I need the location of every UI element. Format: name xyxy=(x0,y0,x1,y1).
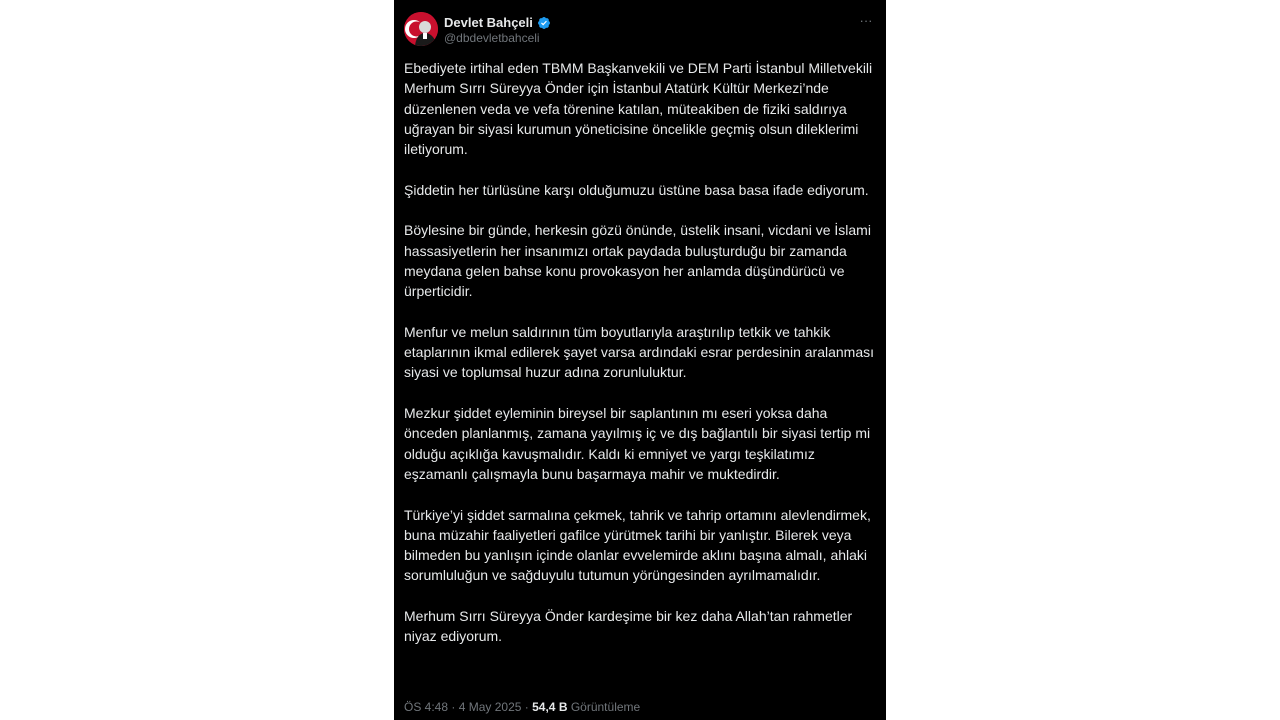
views-count: 54,4 B xyxy=(532,700,568,714)
views-label: Görüntüleme xyxy=(570,700,641,714)
tweet-date[interactable]: 4 May 2025 xyxy=(458,700,522,714)
tweet-meta xyxy=(404,699,640,715)
tweet-paragraph: Böylesine bir günde, herkesin gözü önünde, üstelik insani, vicdani ve İslami hassasiyetlerin her insanımızı ortak paydada buluşturduğu bir zamanda meydana gelen bahse konu provokasyon her anlamda düşündürücü ve ürperticidir. xyxy=(404,222,871,300)
tweet-paragraph: Ebediyete irtihal eden TBMM Başkanvekili ve DEM Parti İstanbul Milletvekili Merhum Sırrı Süreyya Önder için İstanbul Atatürk Kültür Merkezi’nde düzenlenen veda ve vefa törenine katılan, müteakiben de fiziki saldırıya uğrayan bir siyasi kurumun yöneticisine öncelikle geçmiş olsun dileklerimi iletiyorum. xyxy=(404,60,873,158)
tweet-paragraph: Menfur ve melun saldırının tüm boyutlarıyla araştırılıp tetkik ve tahkik etaplarının ikmal edilerek şayet varsa ardındaki esrar perdesinin aralanması siyasi ve toplumsal huzur adına zorunluluktur. xyxy=(404,323,875,381)
tweet-paragraph: Merhum Sırrı Süreyya Önder kardeşime bir kez daha Allah’tan rahmetler niyaz ediyorum. xyxy=(404,608,853,645)
verified-badge-icon[interactable] xyxy=(537,16,551,30)
meta-separator: · xyxy=(524,700,529,714)
tweet-header xyxy=(404,12,876,48)
user-handle[interactable]: @dbdevletbahceli xyxy=(444,31,540,45)
tweet-paragraph: Şiddetin her türlüsüne karşı olduğumuzu üstüne basa basa ifade ediyorum. xyxy=(404,181,869,198)
avatar-image xyxy=(404,12,438,46)
tweet-paragraph: Mezkur şiddet eyleminin bireysel bir saplantının mı eseri yoksa daha önceden planlanmış, zamana yayılmış iç ve dış bağlantılı bir siyasi tertip mi olduğu açıklığa kavuşmalıdır. Kaldı ki emniyet ve yargı teşkilatımız eşzamanlı çalışmayla bunu başarmaya mahir ve muktedirdir. xyxy=(404,405,871,482)
tweet-time[interactable]: ÖS 4:48 xyxy=(404,700,449,714)
tweet-text xyxy=(404,58,879,667)
tweet-card xyxy=(394,0,886,720)
display-name[interactable]: Devlet Bahçeli xyxy=(444,15,533,30)
meta-separator: · xyxy=(451,700,456,714)
name-row xyxy=(444,14,551,32)
more-options-icon[interactable]: ··· xyxy=(859,13,873,28)
tweet-paragraph: Türkiye’yi şiddet sarmalına çekmek, tahrik ve tahrip ortamını alevlendirmek, buna müzahir faaliyetleri gafilce yürütmek tarihi bir yanlıştır. Bilerek veya bilmeden bu yanlışın içinde olanlar evvelemirde aklını başına almalı, ahlaki sorumluluğun ve sağduyulu tutumun yörüngesinden ayrılmamalıdır. xyxy=(404,506,871,584)
avatar[interactable] xyxy=(404,12,438,46)
